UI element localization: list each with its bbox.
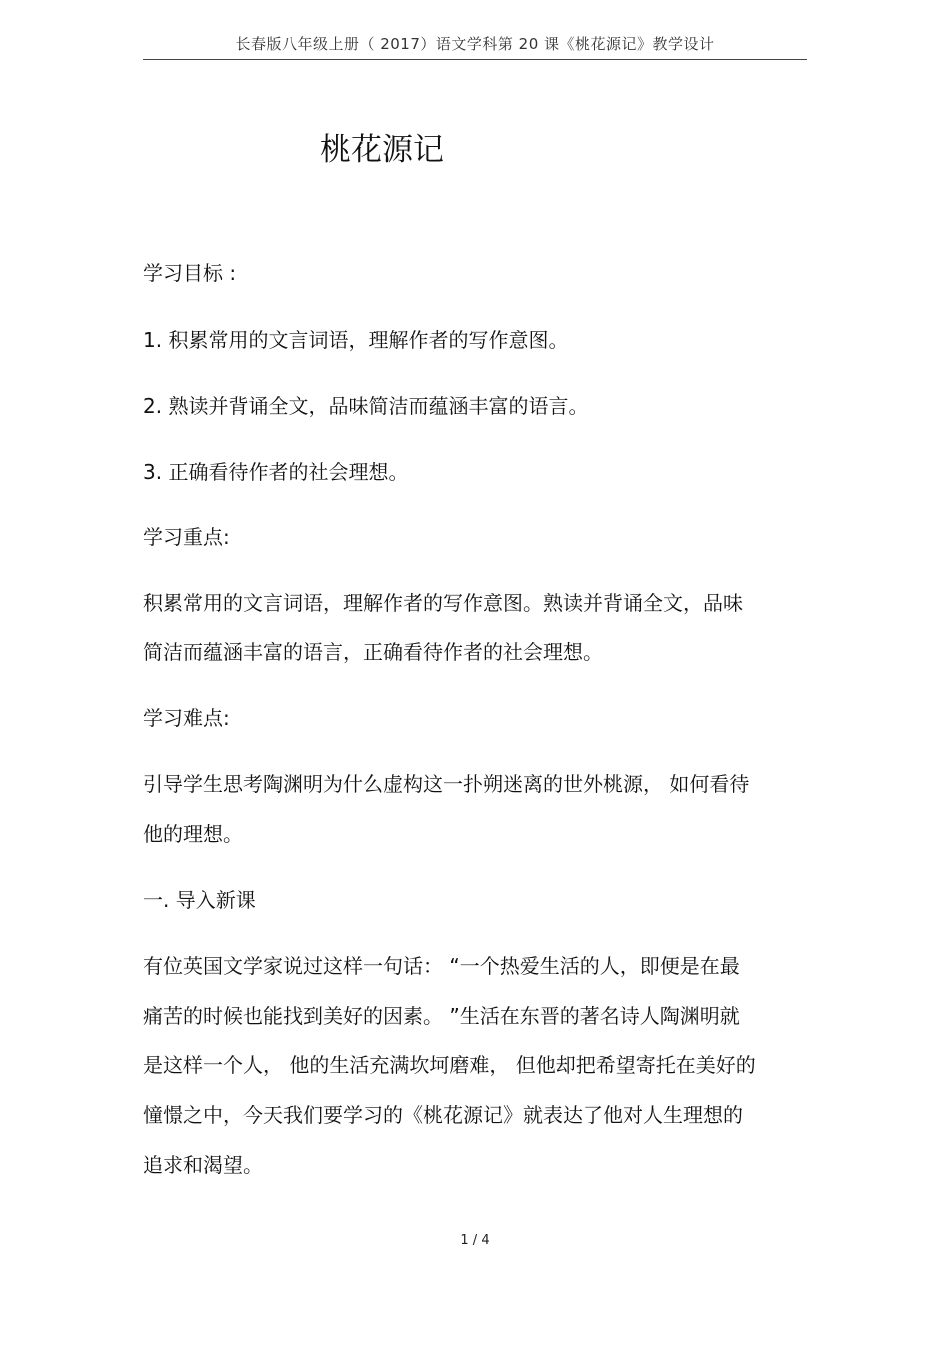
intro-line-4: 憧憬之中，今天我们要学习的《桃花源记》就表达了他对人生理想的 (143, 1103, 743, 1127)
key-points-line-1: 积累常用的文言词语，理解作者的写作意图。熟读并背诵全文，品味 (143, 591, 743, 615)
key-points-line-2: 简洁而蕴涵丰富的语言，正确看待作者的社会理想。 (143, 640, 603, 664)
difficulties-heading: 学习难点: (143, 706, 230, 730)
intro-line-5: 追求和渴望。 (143, 1153, 263, 1177)
page-number: 1 / 4 (460, 1233, 490, 1248)
goal-item-2: 2. 熟读并背诵全文，品味简洁而蕴涵丰富的语言。 (143, 394, 589, 418)
key-points-heading: 学习重点: (143, 525, 230, 549)
intro-line-1: 有位英国文学家说过这样一句话： “一个热爱生活的人，即便是在最 (143, 954, 740, 978)
goal-item-3: 3. 正确看待作者的社会理想。 (143, 460, 409, 484)
intro-line-2: 痛苦的时候也能找到美好的因素。 ”生活在东晋的著名诗人陶渊明就 (143, 1004, 740, 1028)
difficulties-line-1: 引导学生思考陶渊明为什么虚构这一扑朔迷离的世外桃源， 如何看待 (143, 772, 750, 796)
header-divider (143, 59, 807, 60)
page-header: 长春版八年级上册（ 2017）语文学科第 20 课《桃花源记》教学设计 (235, 35, 715, 53)
goal-item-1: 1. 积累常用的文言词语，理解作者的写作意图。 (143, 328, 569, 352)
learning-goals-heading: 学习目标 : (143, 261, 237, 285)
document-title: 桃花源记 (320, 132, 444, 168)
section-intro-heading: 一. 导入新课 (143, 888, 256, 912)
intro-line-3: 是这样一个人， 他的生活充满坎坷磨难， 但他却把希望寄托在美好的 (143, 1053, 756, 1077)
difficulties-line-2: 他的理想。 (143, 822, 243, 846)
